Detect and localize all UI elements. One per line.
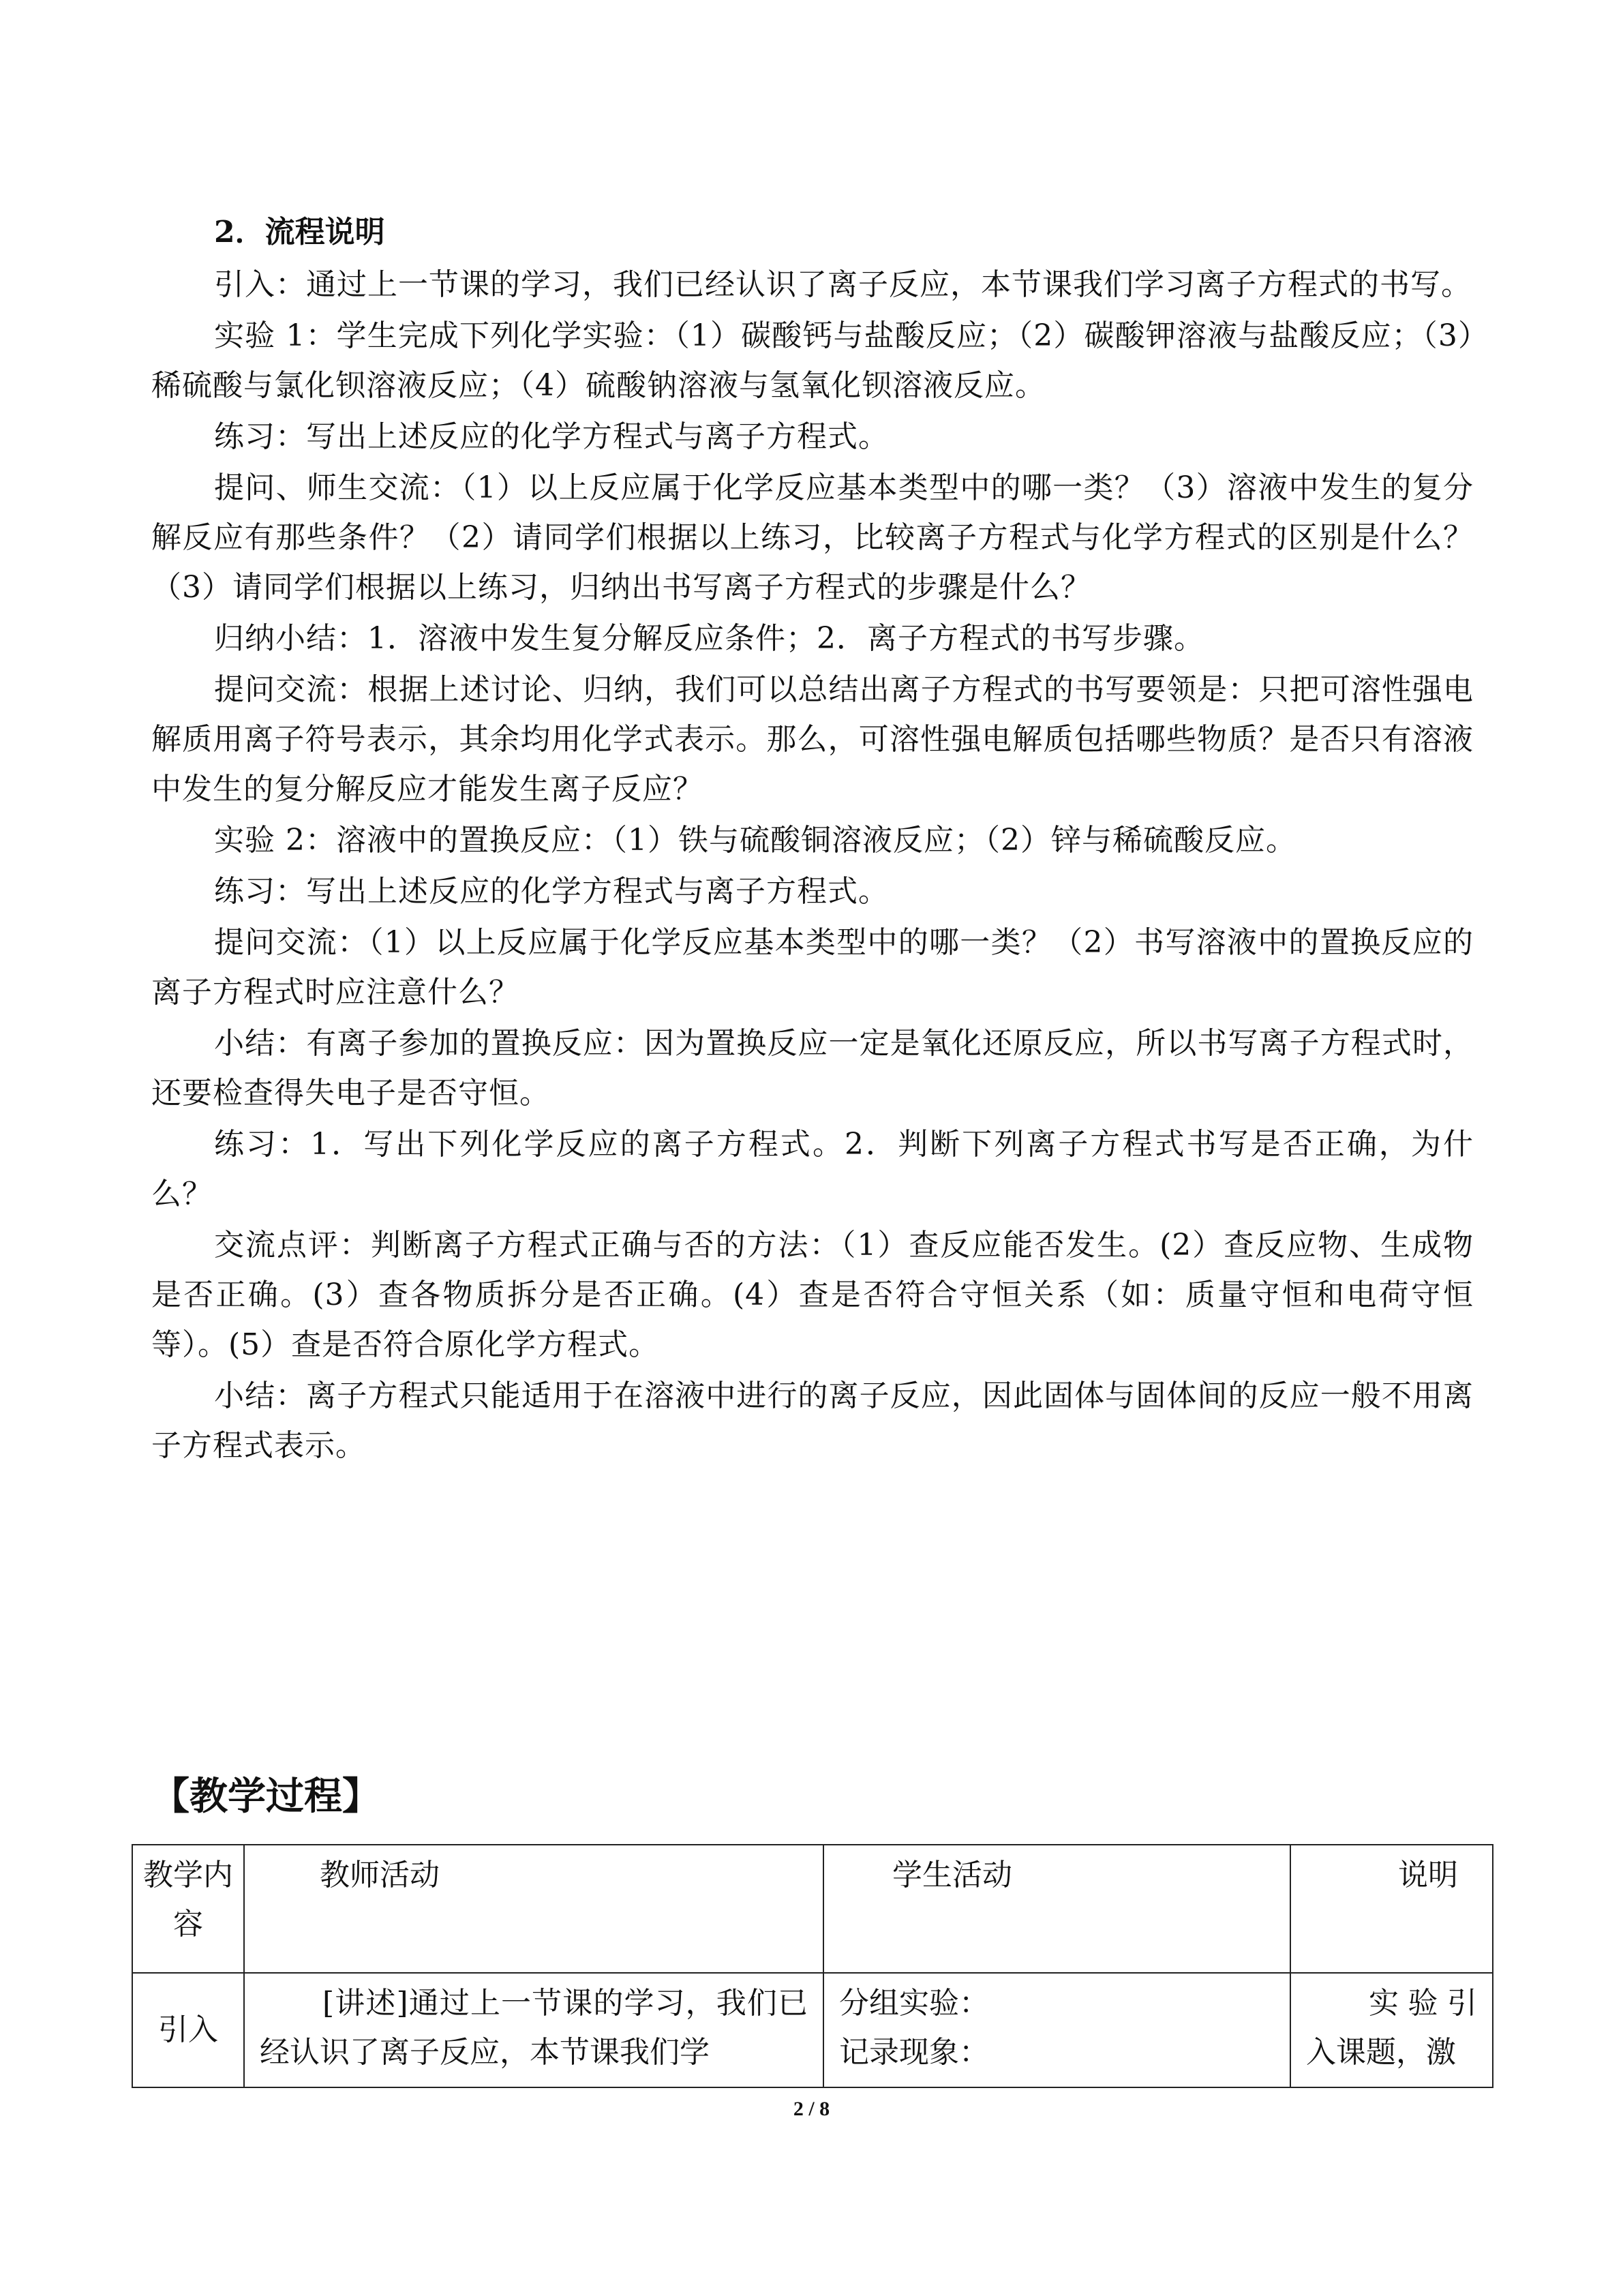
process-description-section — [151, 208, 1474, 1472]
paragraph-review: 交流点评：判断离子方程式正确与否的方法：（1）查反应能否发生。(2）查反应物、生成物是否正确。(3）查各物质拆分是否正确。(4）查是否符合守恒关系（如：质量守恒和电荷守恒等）。(5）查是否符合原化学方程式。 — [151, 1228, 1474, 1362]
paragraph-summary-2: 小结：有离子参加的置换反应：因为置换反应一定是氧化还原反应，所以书写离子方程式时，还要检查得失电子是否守恒。 — [151, 1026, 1474, 1111]
paragraph-summary-1: 归纳小结：1．溶液中发生复分解反应条件；2．离子方程式的书写步骤。 — [214, 621, 1204, 656]
cell-note: 实验引入课题，激 — [1290, 1973, 1493, 2087]
teaching-process-title: 【教学过程】 — [151, 1774, 380, 1819]
paragraph-question-exchange-2: 提问交流：（1）以上反应属于化学反应基本类型中的哪一类？（2）书写溶液中的置换反应的离子方程式时应注意什么？ — [151, 925, 1474, 1010]
header-teacher-activity: 教师活动 — [244, 1845, 823, 1973]
paragraph-exercise-3: 练习：1．写出下列化学反应的离子方程式。2．判断下列离子方程式书写是否正确，为什么？ — [151, 1127, 1474, 1211]
paragraph-intro: 引入：通过上一节课的学习，我们已经认识了离子反应，本节课我们学习离子方程式的书写。 — [214, 267, 1472, 302]
paragraph-experiment-2: 实验 2：溶液中的置换反应：（1）铁与硫酸铜溶液反应；（2）锌与稀硫酸反应。 — [214, 823, 1296, 858]
paragraph-experiment-1: 实验 1：学生完成下列化学实验：（1）碳酸钙与盐酸反应；（2）碳酸钾溶液与盐酸反应；（3）稀硫酸与氯化钡溶液反应；（4）硫酸钠溶液与氢氧化钡溶液反应。 — [151, 318, 1474, 403]
table-row — [132, 1973, 1493, 2087]
paragraph-summary-3: 小结：离子方程式只能适用于在溶液中进行的离子反应，因此固体与固体间的反应一般不用离子方程式表示。 — [151, 1378, 1474, 1463]
paragraph-question-discussion: 提问、师生交流：（1）以上反应属于化学反应基本类型中的哪一类？（3）溶液中发生的复分解反应有那些条件？（2）请同学们根据以上练习，比较离子方程式与化学方程式的区别是什么？（3）请同学们根据以上练习，归纳出书写离子方程式的步骤是什么？ — [151, 470, 1474, 605]
header-student-activity: 学生活动 — [823, 1845, 1290, 1973]
header-content: 教学内容 — [132, 1845, 244, 1973]
teaching-process-table — [132, 1844, 1493, 2088]
paragraph-exercise-2: 练习：写出上述反应的化学方程式与离子方程式。 — [214, 874, 889, 909]
cell-student-activity — [823, 1973, 1290, 2087]
header-note: 说明 — [1290, 1845, 1493, 1973]
page-number: 2 / 8 — [793, 2098, 830, 2120]
cell-teacher-activity: [讲述]通过上一节课的学习，我们已经认识了离子反应，本节课我们学 — [244, 1973, 823, 2087]
cell-content: 引入 — [132, 1973, 244, 2087]
student-activity-line-1: 分组实验： — [839, 1986, 989, 2021]
student-activity-line-2: 记录现象： — [839, 2035, 989, 2070]
paragraph-exercise-1: 练习：写出上述反应的化学方程式与离子方程式。 — [214, 419, 889, 454]
section-heading: 2．流程说明 — [214, 215, 385, 250]
paragraph-question-exchange-1: 提问交流：根据上述讨论、归纳，我们可以总结出离子方程式的书写要领是：只把可溶性强电解质用离子符号表示，其余均用化学式表示。那么，可溶性强电解质包括哪些物质？是否只有溶液中发生的复分解反应才能发生离子反应？ — [151, 672, 1474, 806]
table-header-row — [132, 1845, 1493, 1973]
